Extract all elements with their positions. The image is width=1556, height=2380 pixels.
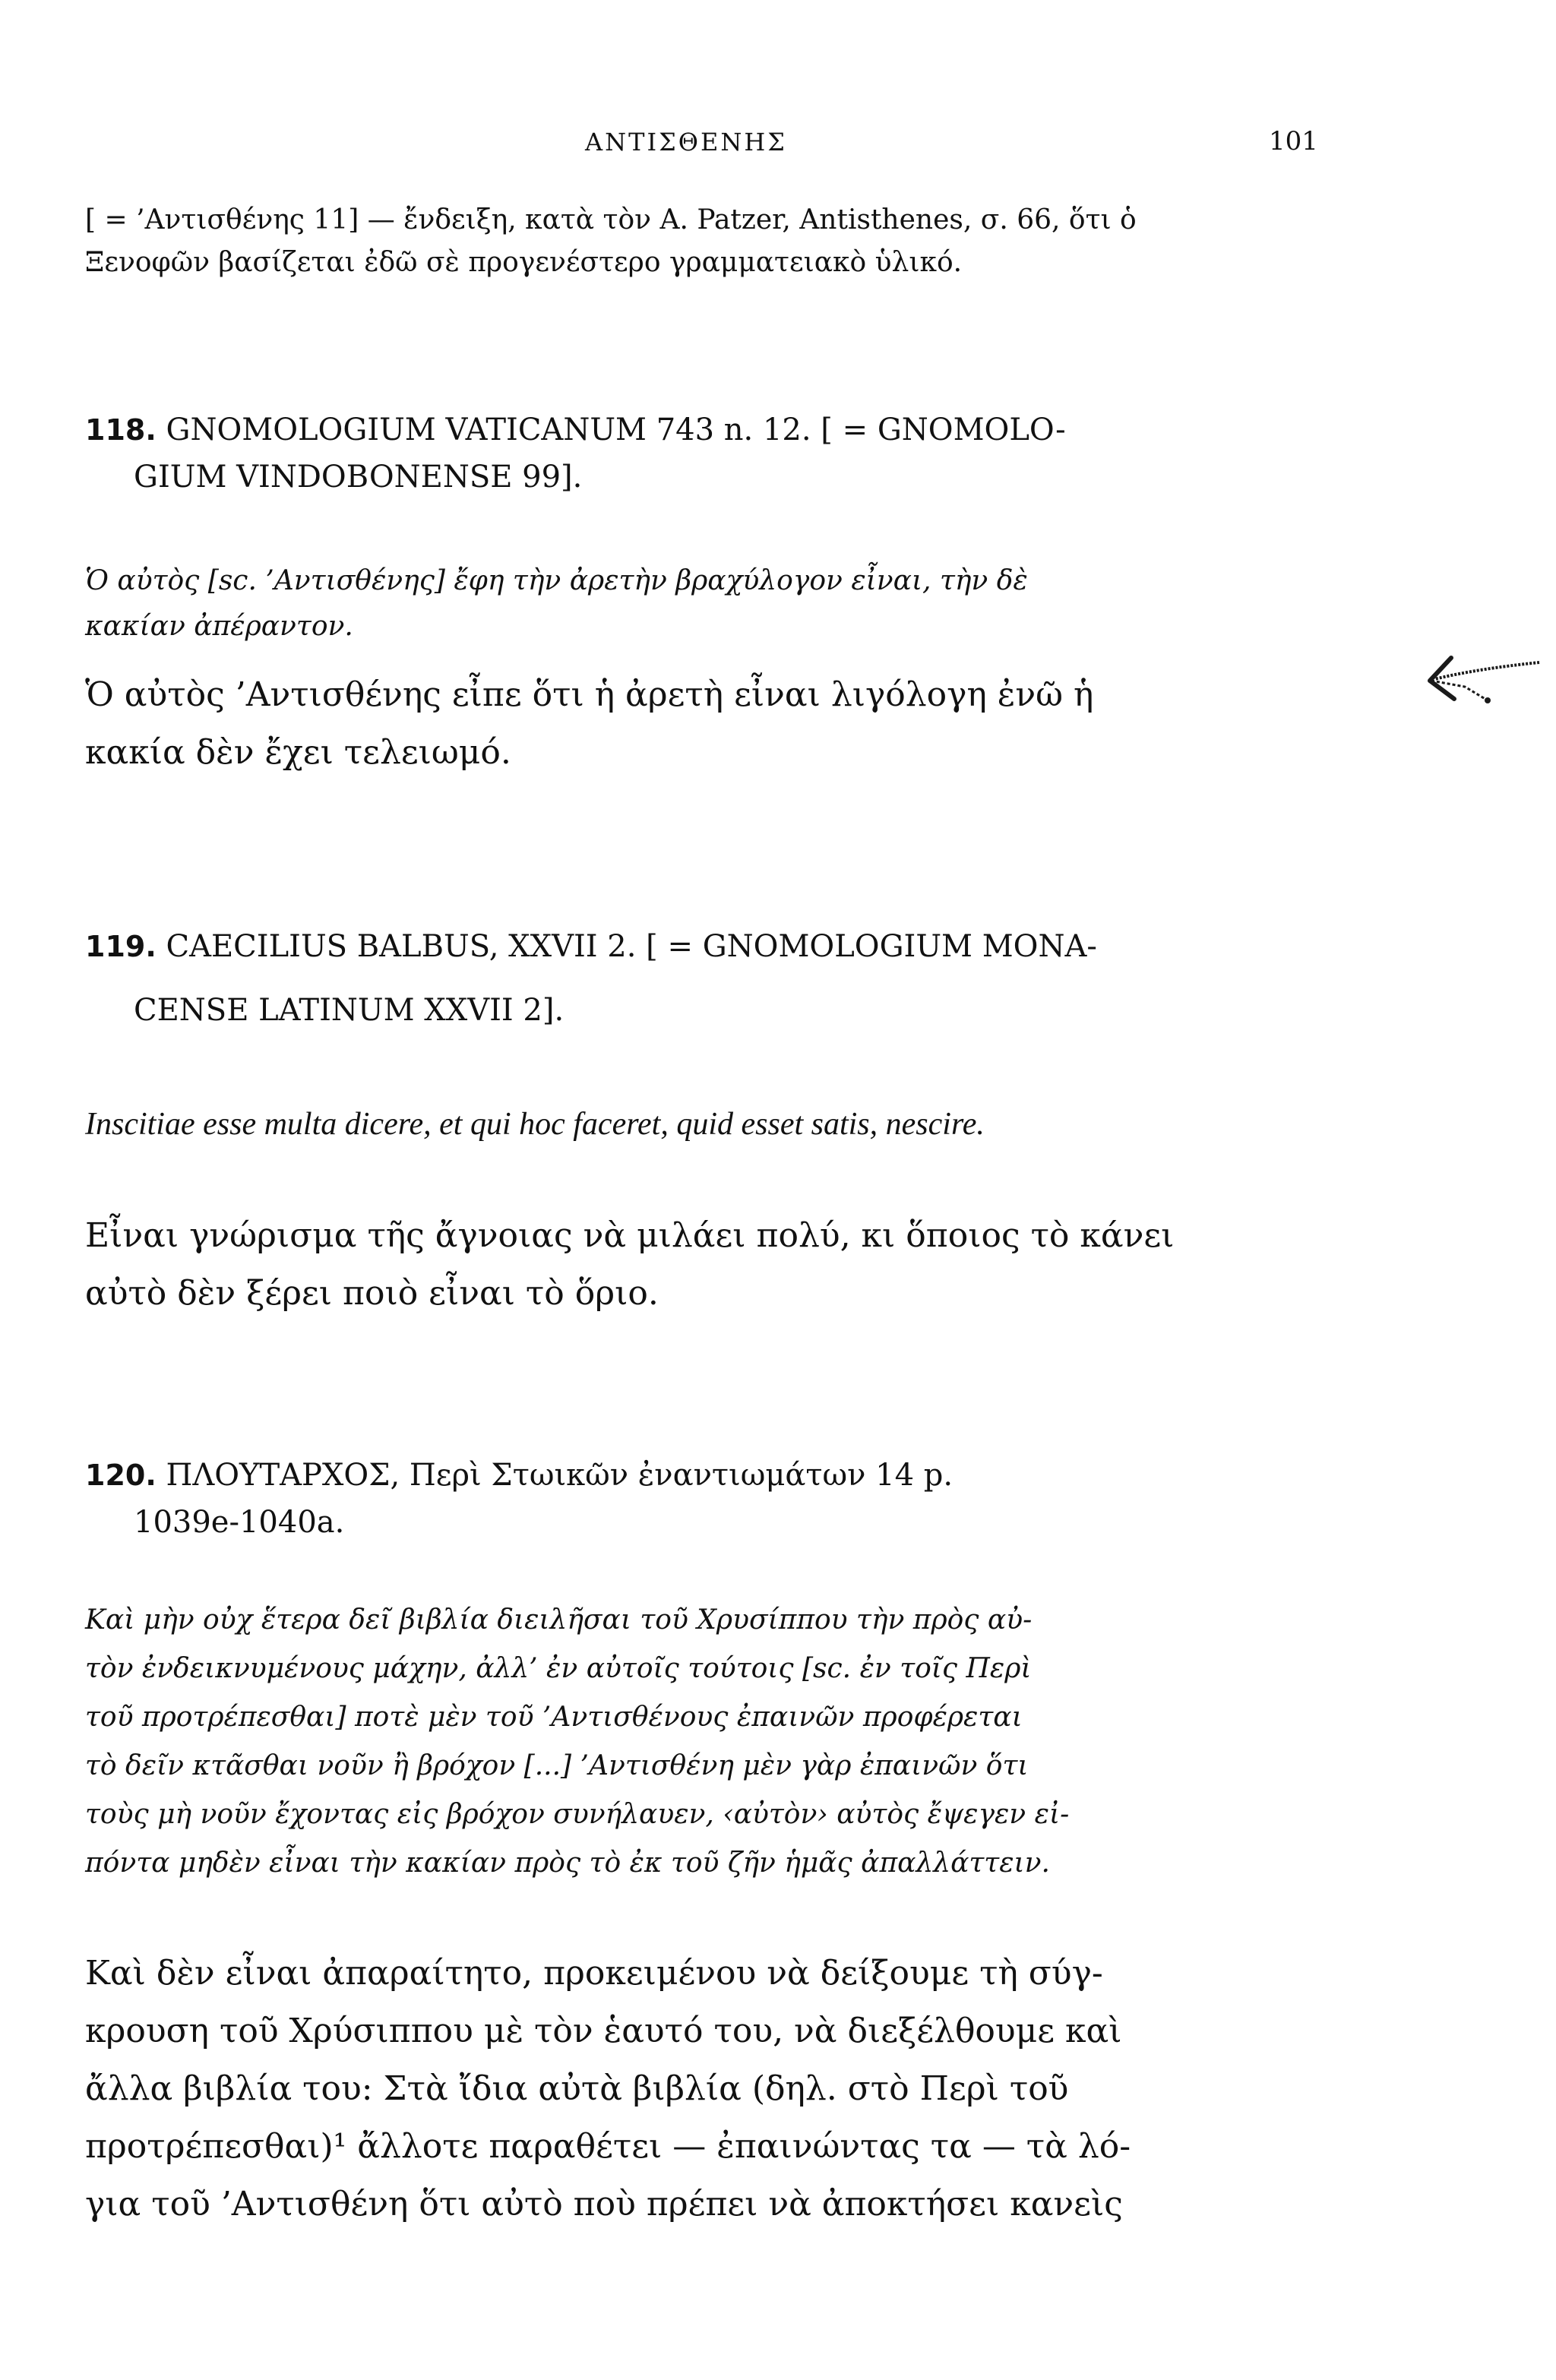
fragment-number: 120.: [85, 1459, 157, 1492]
translation-line: κακία δὲν ἔχει τελειωμό.: [85, 733, 511, 772]
translation-line: Ὁ αὐτὸς ’Αντισθένης εἶπε ὅτι ἡ ἀρετὴ εἶναι λιγόλογη ἐνῶ ἡ: [85, 675, 1094, 714]
greek-text-line: Καὶ μὴν οὐχ ἕτερα δεῖ βιβλία διειλῆσαι τοῦ Χρυσίππου τὴν πρὸς αὐ-: [85, 1604, 1033, 1636]
translation-line: προτρέπεσθαι)¹ ἄλλοτε παραθέτει — ἐπαινώντας τα — τὰ λό-: [85, 2127, 1131, 2166]
latin-text: Inscitiae esse multa dicere, et qui hoc faceret, quid esset satis, nescire.: [85, 1107, 985, 1142]
fragment-120-heading: [85, 1452, 953, 1498]
greek-text-line: τοὺς μὴ νοῦν ἔχοντας εἰς βρόχον συνήλαυεν, ‹αὐτὸν› αὐτὸς ἔψεγεν εἰ-: [85, 1799, 1070, 1830]
greek-text-line: Ὁ αὐτὸς [sc. ’Αντισθένης] ἔφη τὴν ἀρετὴν βραχύλογον εἶναι, τὴν δὲ: [85, 565, 1028, 596]
translation-line: Εἶναι γνώρισμα τῆς ἄγνοιας νὰ μιλάει πολύ, κι ὅποιος τὸ κάνει: [85, 1216, 1175, 1255]
fragment-source: 1039e-1040a.: [134, 1505, 345, 1540]
greek-text-line: κακίαν ἀπέραντον.: [85, 611, 353, 642]
translation-line: ἄλλα βιβλία του: Στὰ ἴδια αὐτὰ βιβλία (δηλ. στὸ Περὶ τοῦ: [85, 2069, 1069, 2108]
running-title: ΑΝΤΙΣΘΕΝΗΣ: [585, 128, 787, 156]
greek-text-line: πόντα μηδὲν εἶναι τὴν κακίαν πρὸς τὸ ἐκ τοῦ ζῆν ἡμᾶς ἀπαλλάττειν.: [85, 1847, 1050, 1879]
fragment-118-heading: [85, 407, 1066, 453]
translation-line: για τοῦ ’Αντισθένη ὅτι αὐτὸ ποὺ πρέπει νὰ ἀποκτήσει κανεὶς: [85, 2185, 1123, 2224]
fragment-119-heading: [85, 924, 1097, 969]
fragment-source: GIUM VINDOBONENSE 99].: [134, 460, 583, 495]
fragment-source: CENSE LATINUM XXVII 2].: [134, 993, 565, 1028]
fragment-source: ΠΛΟΥΤΑΡΧΟΣ, Περὶ Στωικῶν ἐναντιωμάτων 14 p.: [166, 1458, 954, 1493]
translation-line: κρουση τοῦ Χρύσιππου μὲ τὸν ἑαυτό του, νὰ διεξέλθουμε καὶ: [85, 2012, 1122, 2050]
footnote-line: [ = ’Αντισθένης 11] — ἔνδειξη, κατὰ τὸν A. Patzer, Antisthenes, σ. 66, ὅτι ὁ: [85, 204, 1137, 235]
footnote-line: Ξενοφῶν βασίζεται ἐδῶ σὲ προγενέστερο γραμματειακὸ ὑλικό.: [85, 247, 963, 278]
greek-text-line: τὸ δεῖν κτᾶσθαι νοῦν ἢ βρόχον [...] ’Αντισθένη μὲν γὰρ ἐπαινῶν ὅτι: [85, 1750, 1029, 1781]
fragment-number: 118.: [85, 413, 157, 447]
hand-drawn-arrow-icon: [1412, 652, 1542, 706]
greek-text-line: τοῦ προτρέπεσθαι] ποτὲ μὲν τοῦ ’Αντισθένους ἐπαινῶν προφέρεται: [85, 1702, 1023, 1733]
translation-line: αὐτὸ δὲν ξέρει ποιὸ εἶναι τὸ ὅριο.: [85, 1274, 659, 1313]
fragment-source: GNOMOLOGIUM VATICANUM 743 n. 12. [ = GNOMOLO-: [166, 412, 1066, 447]
translation-line: Καὶ δὲν εἶναι ἀπαραίτητο, προκειμένου νὰ δείξουμε τὴ σύγ-: [85, 1954, 1103, 1993]
fragment-source: CAECILIUS BALBUS, XXVII 2. [ = GNOMOLOGIUM MONA-: [166, 929, 1097, 964]
page-number: 101: [1269, 126, 1318, 156]
fragment-number: 119.: [85, 930, 157, 963]
greek-text-line: τὸν ἐνδεικνυμένους μάχην, ἀλλ’ ἐν αὐτοῖς τούτοις [sc. ἐν τοῖς Περὶ: [85, 1653, 1032, 1684]
